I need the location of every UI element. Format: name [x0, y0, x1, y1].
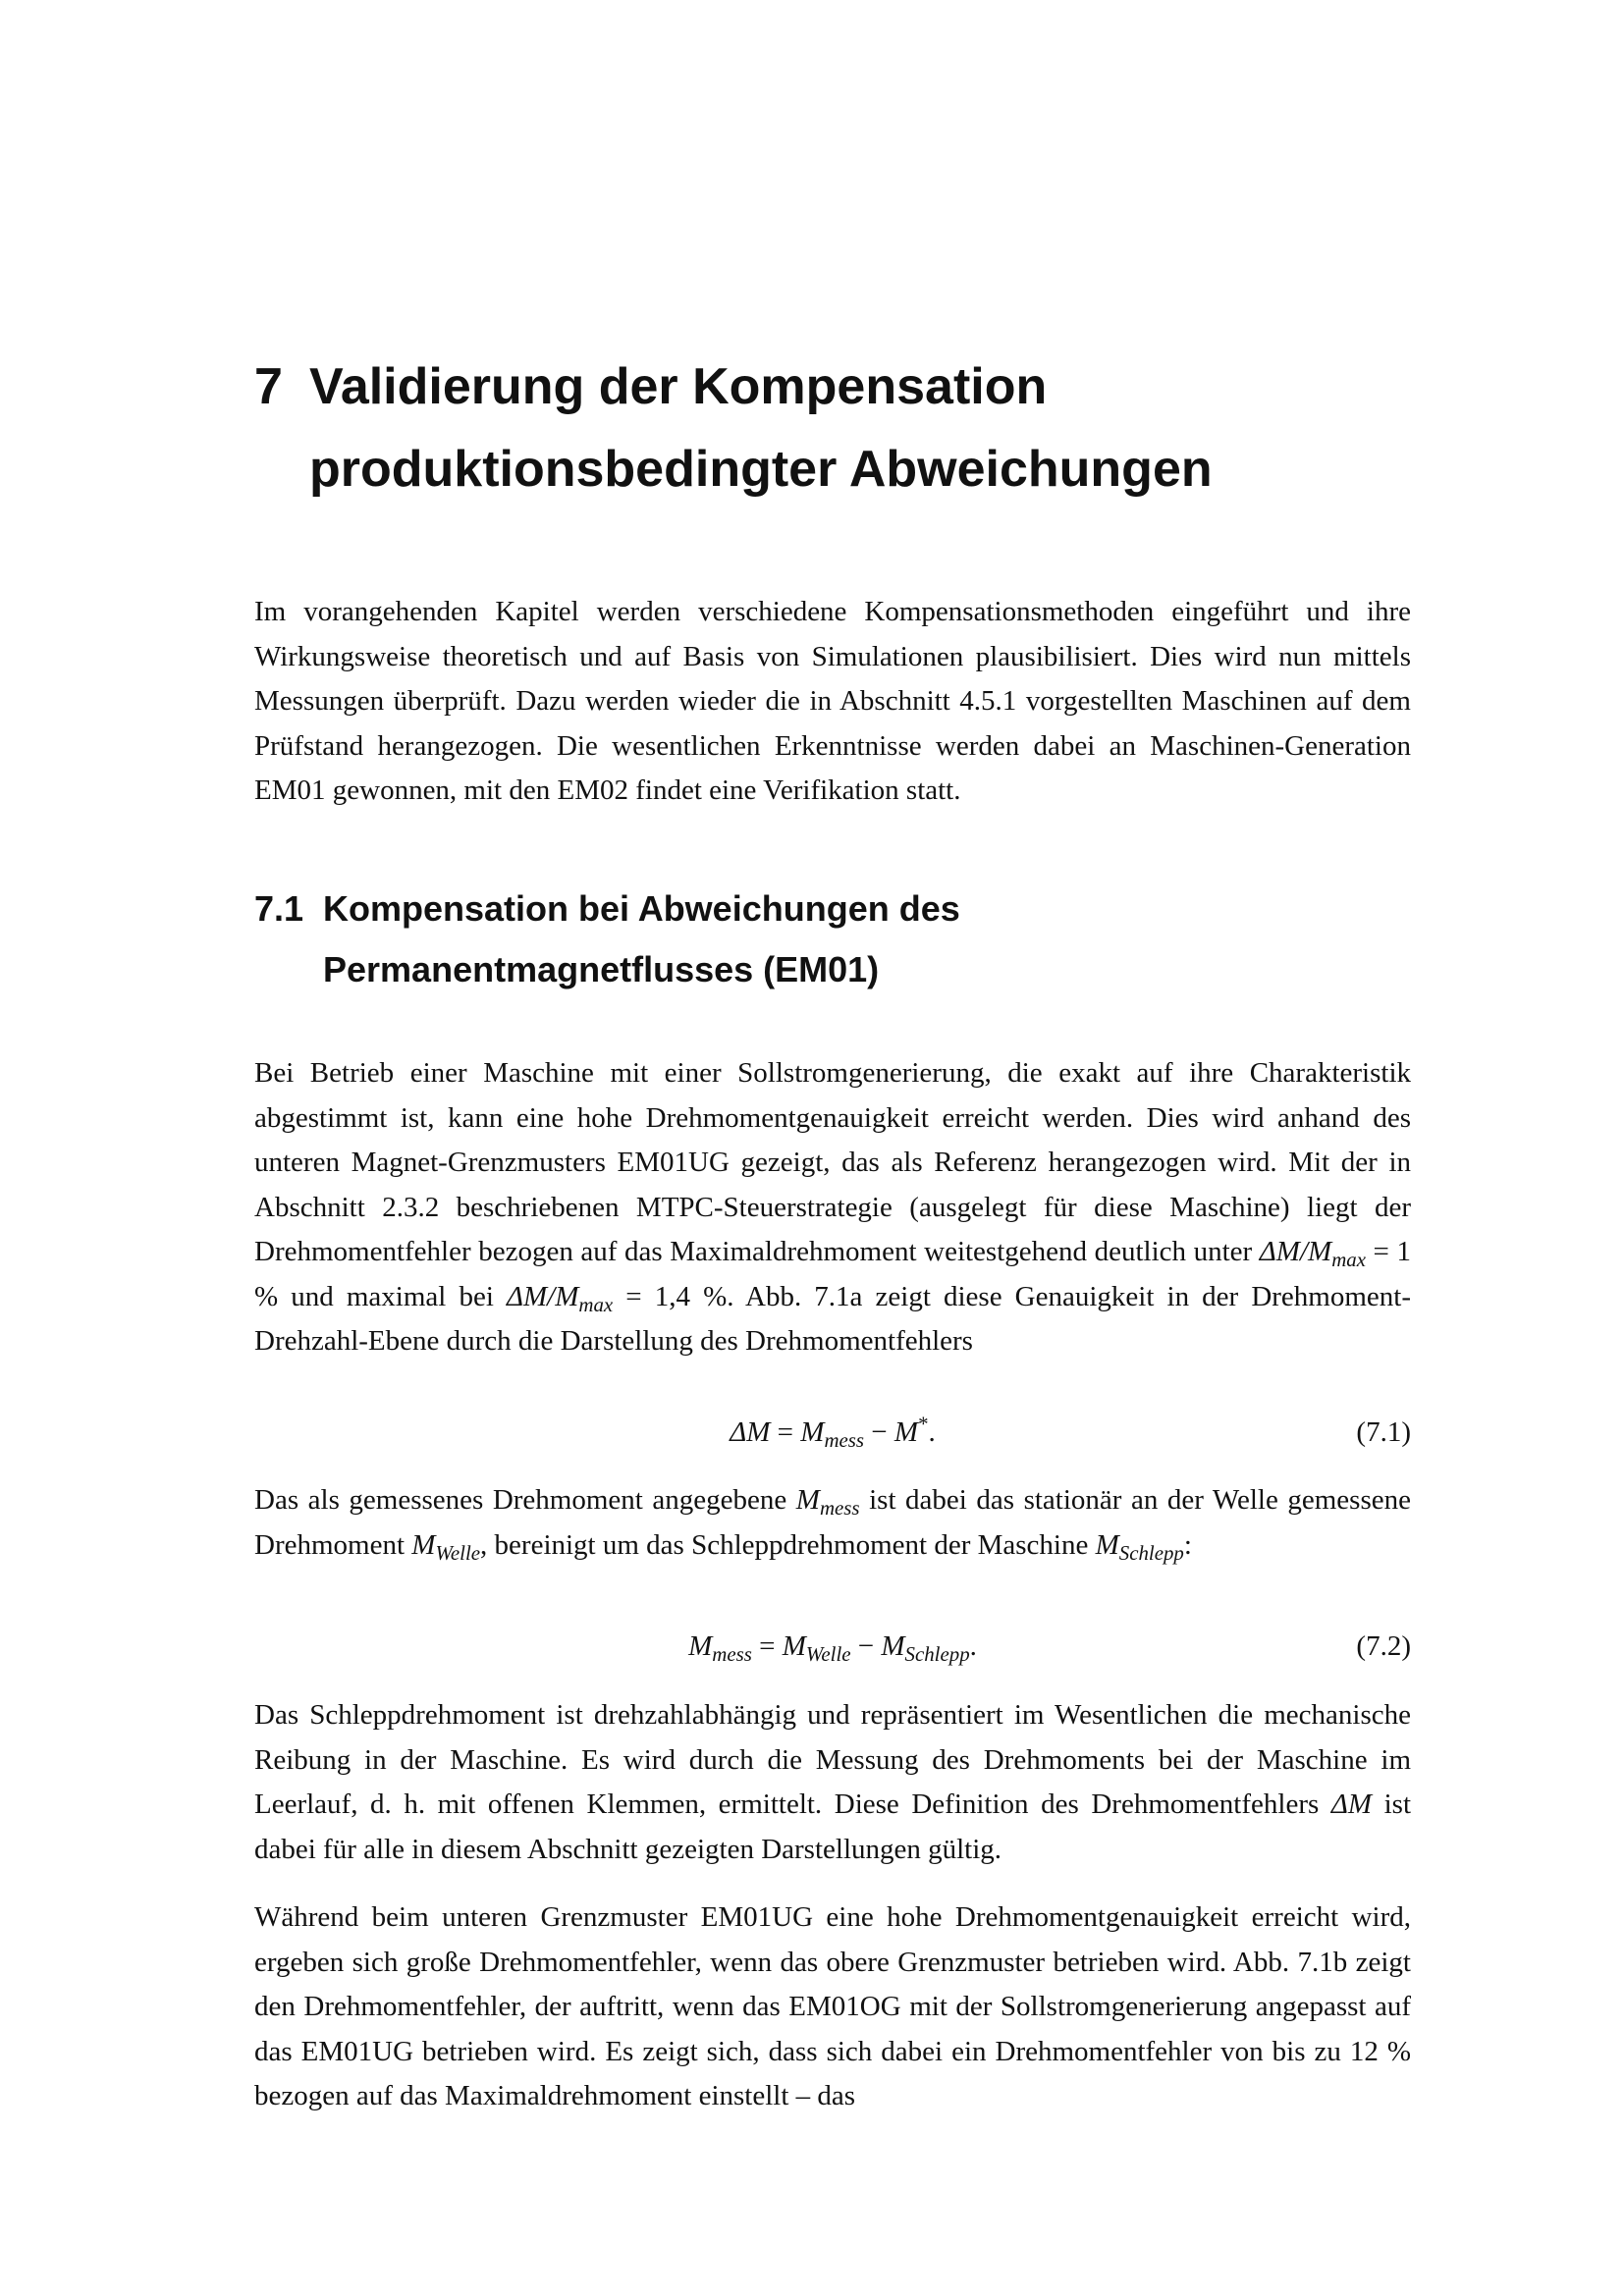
inline-delta-m: ΔM [1330, 1789, 1373, 1820]
inline-math-a-sub: max [1331, 1247, 1366, 1271]
section-heading [254, 879, 1305, 1000]
paragraph-3-text-d: : [1183, 1528, 1192, 1561]
inline-m-welle: M [411, 1528, 436, 1561]
eq2-m-schlepp-sub: Schlepp [904, 1641, 970, 1666]
paragraph-2-text-a: Bei Betrieb einer Maschine mit einer Sollstromgenerierung, die exakt auf ihre Charakteristik abgestimmt ist, kann eine hohe Drehmomentgenauigkeit erreicht werden. Dies wird anhand des unteren Magnet-Grenzmusters EM01UG gezeigt, das als Referenz herangezogen wird. Mit der in Abschnitt 2.3.2 beschriebenen MTPC-Steuerstrategie (ausgelegt für diese Maschine) liegt der Drehmomentfehler bezogen auf das Maximaldrehmoment weitestgehend deutlich unter [254, 1057, 1411, 1267]
eq1-m-star: M [893, 1416, 919, 1448]
chapter-number: 7 [254, 358, 283, 415]
eq2-equals: = [751, 1630, 783, 1662]
inline-m-mess: M [795, 1484, 820, 1516]
inline-m-schlepp: M [1095, 1528, 1119, 1561]
paragraph-5: Während beim unteren Grenzmuster EM01UG eine hohe Drehmomentgenauigkeit erreicht wird, ergeben sich große Drehmomentfehler, wenn das obere Grenzmuster betrieben wird. Abb. 7.1b zeigt den Drehmomentfehler, der auftritt, wenn das EM01OG mit der Sollstromgenerierung angepasst auf das EM01UG betrieben wird. Es zeigt sich, dass sich dabei ein Drehmomentfehler von bis zu 12 % bezogen auf das Maximaldrehmoment einstellt – das [254, 1901, 1411, 2111]
equation-number-7-1: (7.1) [1356, 1416, 1411, 1448]
eq2-m-welle-sub: Welle [805, 1641, 851, 1666]
eq1-minus: − [864, 1416, 894, 1448]
inline-math-b-sub: max [578, 1292, 614, 1316]
inline-math-a: ΔM/M [1259, 1236, 1332, 1267]
eq2-minus: − [850, 1630, 882, 1662]
paragraph-3-text-a: Das als gemessenes Drehmoment angegebene [254, 1484, 796, 1516]
equation-number-7-2: (7.2) [1356, 1630, 1411, 1662]
eq1-m-mess: M [800, 1416, 825, 1448]
section-number: 7.1 [254, 888, 304, 929]
chapter-title-line-2: produktionsbedingter Abweichungen [309, 441, 1213, 498]
equation-7-1-body [254, 1410, 1411, 1455]
eq2-m-mess: M [688, 1630, 713, 1662]
eq1-lhs: ΔM [730, 1416, 771, 1448]
section-title-line-1: Kompensation bei Abweichungen des [323, 888, 960, 929]
paragraph-3 [254, 1478, 1411, 1568]
equation-7-2-body [254, 1624, 1411, 1669]
intro-paragraph: Im vorangehenden Kapitel werden verschiedene Kompensationsmethoden eingeführt und ihre Wirkungsweise theoretisch und auf Basis von Simulationen plausibilisiert. Dies wird nun mittels Messungen überprüft. Dazu werden wieder die in Abschnitt 4.5.1 vorgestellten Maschinen auf dem Prüfstand herangezogen. Die wesentlichen Erkenntnisse werden dabei an Maschinen-Generation EM01 gewonnen, mit den EM02 findet eine Verifikation statt. [254, 596, 1411, 806]
equation-7-2 [254, 1624, 1411, 1669]
eq1-m-mess-sub: mess [824, 1427, 865, 1452]
eq2-m-welle: M [782, 1630, 806, 1662]
paragraph-2-text-b: = 1 % und maximal bei [254, 1236, 1411, 1312]
eq1-m-star-sup: * [918, 1412, 929, 1436]
inline-m-welle-sub: Welle [435, 1540, 481, 1565]
paragraph-4-text-b: ist dabei für alle in diesem Abschnitt gezeigten Darstellungen gültig. [254, 1789, 1412, 1865]
chapter-heading [254, 346, 1488, 510]
paragraph-2-text-c: = 1,4 %. Abb. 7.1a zeigt diese Genauigkeit in der Drehmoment-Drehzahl-Ebene durch die Darstellung des Drehmomentfehlers [254, 1280, 1411, 1357]
eq1-end: . [928, 1416, 936, 1448]
inline-m-mess-sub: mess [819, 1495, 860, 1520]
inline-m-schlepp-sub: Schlepp [1118, 1540, 1184, 1565]
chapter-title-line-1: Validierung der Kompensation [309, 358, 1048, 415]
paragraph-2 [254, 1051, 1411, 1364]
eq2-m-schlepp: M [881, 1630, 905, 1662]
paragraph-3-text-b: ist dabei das stationär an der Welle gemessene Drehmoment [254, 1484, 1411, 1561]
paragraph-3-text-c: , bereinigt um das Schleppdrehmoment der Maschine [480, 1528, 1096, 1561]
section-title-line-2: Permanentmagnetflusses (EM01) [323, 949, 880, 989]
paragraph-4-text-a: Das Schleppdrehmoment ist drehzahlabhängig und repräsentiert im Wesentlichen die mechanische Reibung in der Maschine. Es wird durch die Messung des Drehmoments bei der Maschine im Leerlauf, d. h. mit offenen Klemmen, ermittelt. Diese Definition des Drehmomentfehlers [254, 1699, 1411, 1820]
equation-7-1 [254, 1410, 1411, 1455]
eq2-m-mess-sub: mess [712, 1641, 752, 1666]
eq2-end: . [969, 1630, 977, 1662]
eq1-equals: = [770, 1416, 801, 1448]
inline-math-b: ΔM/M [506, 1280, 579, 1312]
paragraph-4 [254, 1693, 1411, 1872]
